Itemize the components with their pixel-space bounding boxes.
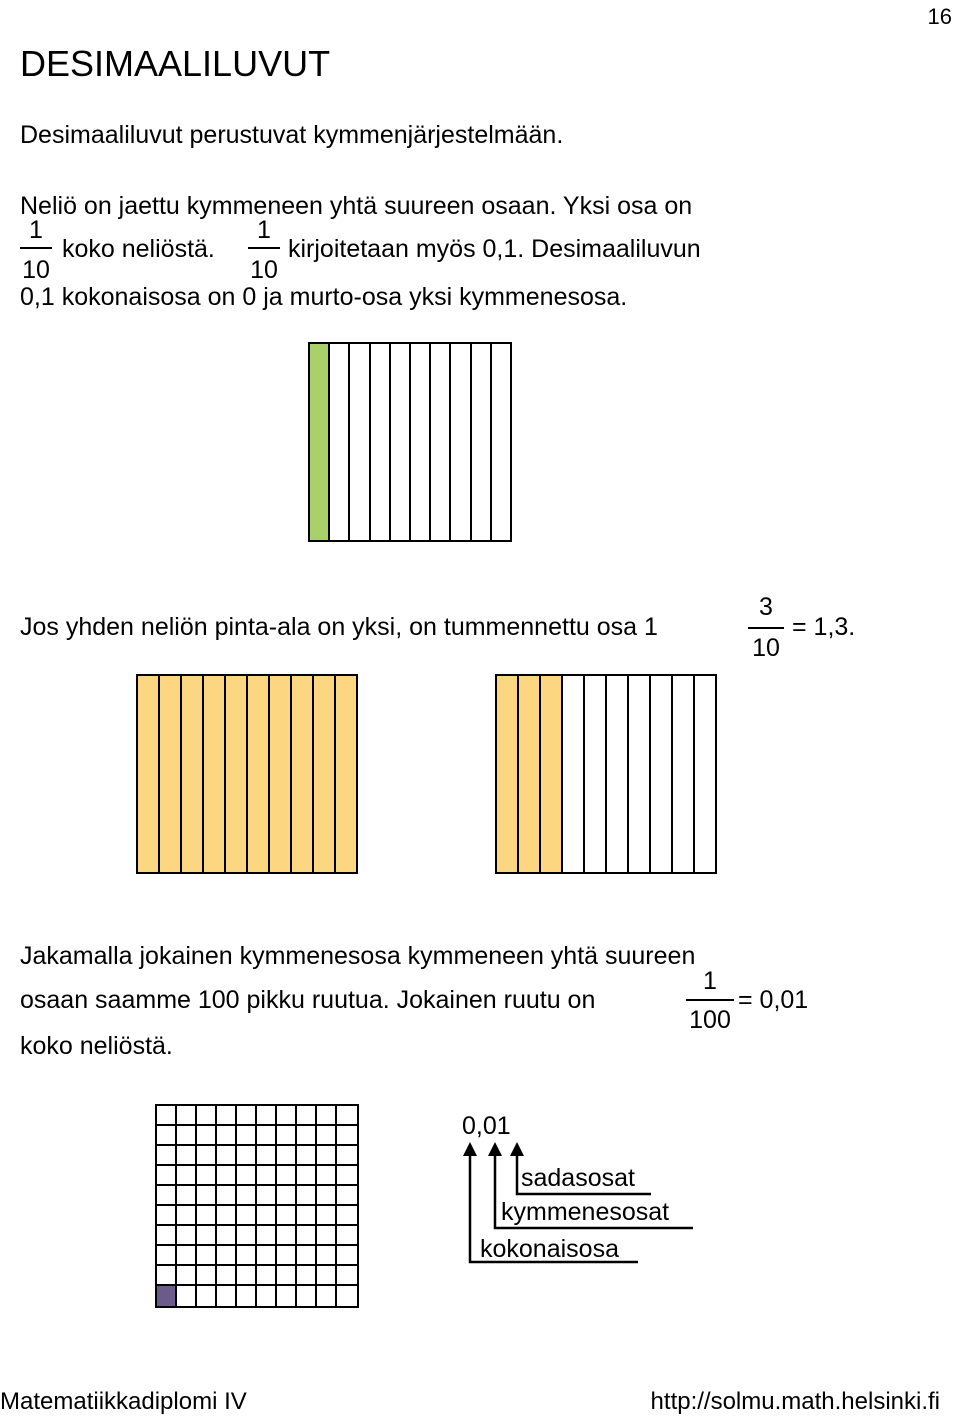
grid-cell [157,1126,177,1146]
grid-cell [177,1206,197,1226]
grid-cell [317,1166,337,1186]
grid-cell [177,1146,197,1166]
grid-cell [237,1226,257,1246]
strip-empty [585,676,607,872]
grid-cell [317,1106,337,1126]
strip-empty [651,676,673,872]
strip-filled [270,676,292,872]
p1-frac2-denominator: 10 [250,256,278,284]
p3-line2: osaan saamme 100 pikku ruutua. Jokainen ruutu on [20,986,596,1014]
p3-frac-denominator: 100 [689,1006,731,1034]
grid-cell [337,1146,357,1166]
strip-filled [314,676,336,872]
strip-empty [563,676,585,872]
strip-empty [607,676,629,872]
p3-result: = 0,01 [738,986,809,1014]
p1-line3: 0,1 kokonaisosa on 0 ja murto-osa yksi kymmenesosa. [20,283,628,311]
grid-cell [317,1146,337,1166]
grid-cell [237,1146,257,1166]
grid-cell [177,1226,197,1246]
grid-cell [317,1246,337,1266]
strip-filled [336,676,356,872]
grid-cell [237,1266,257,1286]
grid-cell [297,1226,317,1246]
grid-cell [277,1226,297,1246]
tenths-square-full [136,674,358,874]
strip-empty [451,344,471,540]
footer-right: http://solmu.math.helsinki.fi [650,1388,940,1415]
strip-filled [138,676,160,872]
p1-text-a: koko neliöstä. [62,235,215,263]
grid-cell [217,1126,237,1146]
grid-cell [277,1246,297,1266]
grid-cell [157,1186,177,1206]
grid-cell [337,1106,357,1126]
grid-cell [237,1186,257,1206]
grid-cell [297,1266,317,1286]
strip-filled [226,676,248,872]
grid-cell [157,1246,177,1266]
label-whole: kokonaisosa [480,1235,619,1263]
grid-cell [237,1166,257,1186]
grid-cell [237,1206,257,1226]
page-number: 16 [927,4,952,29]
p2-frac-line [748,627,784,629]
grid-cell [197,1186,217,1206]
grid-cell [317,1226,337,1246]
strip-filled [204,676,226,872]
grid-cell [237,1286,257,1306]
grid-cell [217,1166,237,1186]
p1-frac2-line [248,247,280,249]
grid-cell [317,1186,337,1206]
strip-empty [391,344,411,540]
grid-cell [177,1166,197,1186]
grid-cell [177,1246,197,1266]
strip-empty [371,344,391,540]
grid-cell [277,1266,297,1286]
grid-cell [197,1166,217,1186]
grid-cell [277,1206,297,1226]
p1-frac1-numerator: 1 [29,216,43,244]
place-value-number: 0,01 [462,1112,511,1140]
grid-cell [157,1146,177,1166]
grid-cell [297,1146,317,1166]
grid-cell [277,1286,297,1306]
grid-cell [257,1186,277,1206]
grid-cell [177,1126,197,1146]
grid-cell [257,1266,277,1286]
p1-frac1-line [20,247,52,249]
label-tenths: kymmenesosat [501,1198,670,1226]
footer-left: Matematiikkadiplomi IV [0,1388,247,1415]
p2-text: Jos yhden neliön pinta-ala on yksi, on tummennettu osa 1 [20,613,658,641]
strip-empty [629,676,651,872]
hundredths-grid [155,1104,359,1308]
grid-cell [257,1286,277,1306]
grid-cell [297,1166,317,1186]
grid-cell [217,1266,237,1286]
grid-cell [217,1106,237,1126]
grid-cell [177,1186,197,1206]
grid-cell [197,1146,217,1166]
grid-cell [317,1206,337,1226]
strip-empty [330,344,350,540]
grid-cell [297,1286,317,1306]
strip-filled [182,676,204,872]
grid-cell [257,1206,277,1226]
strip-filled [160,676,182,872]
p2-frac-denominator: 10 [752,634,780,662]
grid-cell-filled [157,1286,177,1306]
grid-cell [177,1266,197,1286]
strip-filled [310,344,330,540]
grid-cell [297,1246,317,1266]
grid-cell [277,1146,297,1166]
grid-cell [157,1206,177,1226]
strip-empty [431,344,451,540]
strip-filled [519,676,541,872]
grid-cell [237,1106,257,1126]
grid-cell [317,1286,337,1306]
grid-cell [217,1146,237,1166]
p3-line1: Jakamalla jokainen kymmenesosa kymmeneen yhtä suureen [20,942,696,970]
grid-cell [197,1206,217,1226]
grid-cell [337,1126,357,1146]
p1-line1: Neliö on jaettu kymmeneen yhtä suureen osaan. Yksi osa on [20,192,693,220]
arrow-hundredths-head [510,1142,524,1156]
tenths-square-green [308,342,512,542]
strip-filled [497,676,519,872]
grid-cell [257,1106,277,1126]
grid-cell [277,1106,297,1126]
arrow-tenths-head [488,1142,502,1156]
grid-cell [157,1226,177,1246]
p3-frac-line [686,999,734,1001]
grid-cell [317,1266,337,1286]
grid-cell [157,1266,177,1286]
p1-text-b: kirjoitetaan myös 0,1. Desimaaliluvun [288,235,701,263]
grid-cell [177,1106,197,1126]
grid-cell [197,1226,217,1246]
grid-cell [337,1246,357,1266]
strip-empty [673,676,695,872]
grid-cell [217,1286,237,1306]
strip-empty [492,344,510,540]
grid-cell [257,1126,277,1146]
grid-cell [197,1286,217,1306]
grid-cell [197,1266,217,1286]
grid-cell [297,1206,317,1226]
grid-cell [317,1126,337,1146]
grid-cell [257,1226,277,1246]
grid-cell [197,1246,217,1266]
strip-empty [472,344,492,540]
page-title: DESIMAALILUVUT [20,43,331,84]
grid-cell [197,1106,217,1126]
p3-line3: koko neliöstä. [20,1032,173,1060]
p2-result: = 1,3. [792,613,856,641]
grid-cell [337,1206,357,1226]
p1-frac1-denominator: 10 [22,256,50,284]
grid-cell [217,1186,237,1206]
grid-cell [297,1106,317,1126]
strip-empty [411,344,431,540]
grid-cell [297,1126,317,1146]
strip-empty [350,344,370,540]
strip-filled [292,676,314,872]
grid-cell [157,1106,177,1126]
grid-cell [277,1166,297,1186]
grid-cell [337,1286,357,1306]
strip-filled [248,676,270,872]
p1-frac2-numerator: 1 [257,216,271,244]
strip-empty [695,676,715,872]
grid-cell [177,1286,197,1306]
grid-cell [337,1166,357,1186]
grid-cell [337,1266,357,1286]
tenths-square-partial [495,674,717,874]
grid-cell [217,1246,237,1266]
grid-cell [237,1126,257,1146]
grid-cell [237,1246,257,1266]
p2-frac-numerator: 3 [759,593,773,621]
grid-cell [277,1126,297,1146]
intro-text: Desimaaliluvut perustuvat kymmenjärjestelmään. [20,121,564,149]
grid-cell [197,1126,217,1146]
grid-cell [337,1226,357,1246]
p3-frac-numerator: 1 [703,967,717,995]
grid-cell [257,1166,277,1186]
grid-cell [157,1166,177,1186]
arrow-whole-head [463,1142,477,1156]
grid-cell [217,1206,237,1226]
strip-filled [541,676,563,872]
grid-cell [297,1186,317,1206]
grid-cell [257,1246,277,1266]
grid-cell [257,1146,277,1166]
grid-cell [337,1186,357,1206]
grid-cell [217,1226,237,1246]
label-hundredths: sadasosat [521,1164,635,1192]
grid-cell [277,1186,297,1206]
